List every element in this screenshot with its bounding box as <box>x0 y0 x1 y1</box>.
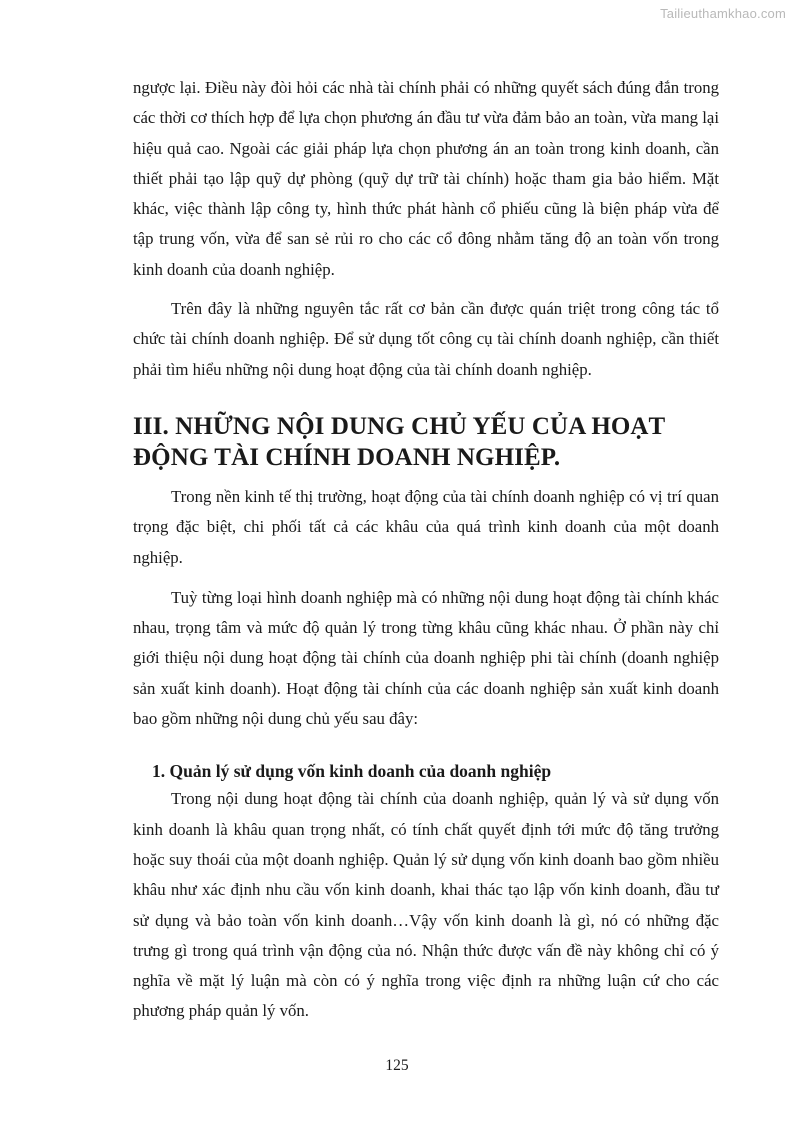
sub-heading: 1. Quản lý sử dụng vốn kinh doanh của doanh nghiệp <box>152 761 552 782</box>
paragraph-capital-management: Trong nội dung hoạt động tài chính của doanh nghiệp, quản lý và sử dụng vốn kinh doanh là khâu quan trọng nhất, có tính chất quyết định tới mức độ tăng trưởng hoặc suy thoái của một doanh nghiệp. Quản lý sử dụng vốn kinh doanh bao gồm nhiều khâu như xác định nhu cầu vốn kinh doanh, khai thác tạo lập vốn kinh doanh, đầu tư sử dụng và bảo toàn vốn kinh doanh…Vậy vốn kinh doanh là gì, nó có những đặc trưng gì trong quá trình vận động của nó. Nhận thức được vấn đề này không chỉ có ý nghĩa về mặt lý luận mà còn có ý nghĩa trong việc định ra những luận cứ cho các phương pháp quản lý vốn. <box>133 789 719 1021</box>
watermark: Tailieuthamkhao.com <box>660 6 786 21</box>
paragraph-continuation: ngược lại. Điều này đòi hỏi các nhà tài chính phải có những quyết sách đúng đắn trong các thời cơ thích hợp để lựa chọn phương án đầu tư vừa đảm bảo an toàn, vừa mang lại hiệu quả cao. Ngoài các giải pháp lựa chọn phương án an toàn trong kinh doanh, cần thiết phải tạo lập quỹ dự phòng (quỹ dự trữ tài chính) hoặc tham gia bảo hiểm. Mặt khác, việc thành lập công ty, hình thức phát hành cổ phiếu cũng là biện pháp vừa để tập trung vốn, vừa để san sẻ rủi ro cho các cổ đông nhằm tăng độ an toàn vốn trong kinh doanh của doanh nghiệp. <box>133 78 719 279</box>
section-heading-line-1: III. NHỮNG NỘI DUNG CHỦ YẾU CỦA HOẠT <box>133 412 666 440</box>
paragraph-enterprise-types: Tuỳ từng loại hình doanh nghiệp mà có những nội dung hoạt động tài chính khác nhau, trọng tâm và mức độ quản lý trong từng khâu cũng khác nhau. Ở phần này chỉ giới thiệu nội dung hoạt động tài chính của doanh nghiệp phi tài chính (doanh nghiệp sản xuất kinh doanh). Hoạt động tài chính của các doanh nghiệp sản xuất kinh doanh bao gồm những nội dung chủ yếu sau đây: <box>133 587 719 729</box>
paragraph-market-economy: Trong nền kinh tế thị trường, hoạt động của tài chính doanh nghiệp có vị trí quan trọng đặc biệt, chi phối tất cả các khâu của quá trình kinh doanh của một doanh nghiệp. <box>133 486 719 567</box>
page-content <box>133 73 719 1027</box>
page-number: 125 <box>385 1057 409 1074</box>
paragraph-principles-summary: Trên đây là những nguyên tắc rất cơ bản cần được quán triệt trong công tác tổ chức tài chính doanh nghiệp. Để sử dụng tốt công cụ tài chính doanh nghiệp, cần thiết phải tìm hiểu những nội dung hoạt động của tài chính doanh nghiệp. <box>133 299 719 379</box>
section-heading <box>133 411 719 473</box>
section-heading-line-2: ĐỘNG TÀI CHÍNH DOANH NGHIỆP. <box>133 443 561 471</box>
